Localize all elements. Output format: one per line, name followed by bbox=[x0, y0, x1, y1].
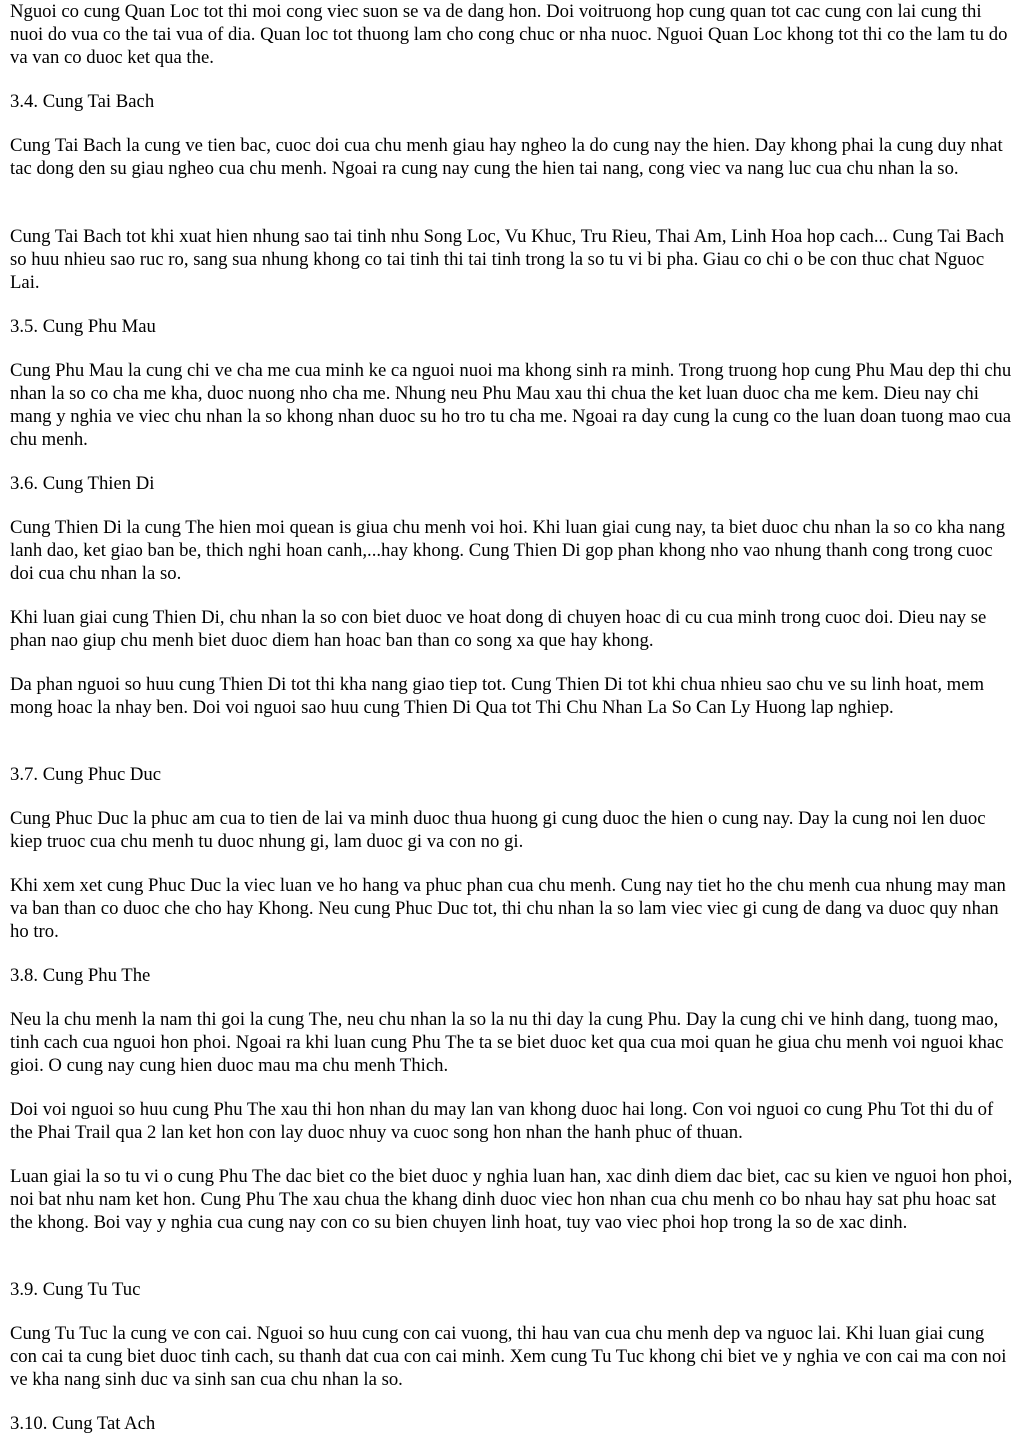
paragraph-phuc-duc-1: Cung Phuc Duc la phuc am cua to tien de lai va minh duoc thua huong gi cung duoc the hien o cung nay. Day la cung noi len duoc kiep truoc cua chu menh tu duoc nhung gi, lam duoc gi va con no gi. bbox=[10, 808, 986, 852]
paragraph-tai-bach-2: Cung Tai Bach tot khi xuat hien nhung sao tai tinh nhu Song Loc, Vu Khuc, Tru Rieu, Thai Am, Linh Hoa hop cach... Cung Tai Bach so huu nhieu sao ruc ro, sang sua nhung khong co tai tinh thi tai tinh trong la so tu vi bi pha. Giau co chi o be con thuc chat Nguoc Lai. bbox=[10, 226, 1005, 293]
heading-3-10: 3.10. Cung Tat Ach bbox=[10, 1413, 156, 1434]
paragraph-tu-tuc: Cung Tu Tuc la cung ve con cai. Nguoi so huu cung con cai vuong, thi hau van cua chu menh dep va nguoc lai. Khi luan giai cung con cai ta cung biet duoc tinh cach, su thanh dat cua con cai minh. Xem cung Tu Tuc khong chi biet ve y nghia ve con cai ma con noi ve kha nang sinh duc va sinh san cua chu nhan la so. bbox=[10, 1323, 1007, 1390]
paragraph-thien-di-3: Da phan nguoi so huu cung Thien Di tot thi kha nang giao tiep tot. Cung Thien Di tot khi chua nhieu sao chu ve su linh hoat, mem mong hoac la nhay ben. Doi voi nguoi sao huu cung Thien Di Qua tot Thi Chu Nhan La So Can Ly Huong lap nghiep. bbox=[10, 674, 985, 718]
paragraph-thien-di-1: Cung Thien Di la cung The hien moi quean is giua chu menh voi hoi. Khi luan giai cung nay, ta biet duoc chu nhan la so co kha nang lanh dao, ket giao ban be, thich nghi hoan canh,...hay khong. Cung Thien Di gop phan khong nho vao nhung thanh cong trong cuoc doi cua chu nhan la so. bbox=[10, 517, 1006, 584]
paragraph-phu-the-1: Neu la chu menh la nam thi goi la cung The, neu chu nhan la so la nu thi day la cung Phu. Day la cung chi ve hinh dang, tuong mao, tinh cach cua nguoi hon phoi. Ngoai ra khi luan cung Phu The ta se biet duoc ket qua cua moi quan he giua chu menh voi nguoi khac gioi. O cung nay cung hien duoc mau ma chu menh Thich. bbox=[10, 1009, 1004, 1076]
paragraph-phu-the-2: Doi voi nguoi so huu cung Phu The xau thi hon nhan du may lan van khong duoc hai long. Con voi nguoi co cung Phu Tot thi du of the Phai Trail qua 2 lan ket hon con lay duoc nhuy va cuoc song hon nhan the hanh phuc of thuan. bbox=[10, 1099, 994, 1143]
heading-3-5: 3.5. Cung Phu Mau bbox=[10, 316, 156, 337]
heading-3-7: 3.7. Cung Phuc Duc bbox=[10, 764, 162, 785]
paragraph-thien-di-2: Khi luan giai cung Thien Di, chu nhan la so con biet duoc ve hoat dong di chuyen hoac di cu cua minh trong cuoc doi. Dieu nay se phan nao giup chu menh biet duoc diem han hoac ban than co song xa que hay khong. bbox=[10, 607, 987, 651]
paragraph-quan-loc-intro: Nguoi co cung Quan Loc tot thi moi cong viec suon se va de dang hon. Doi voitruong hop cung quan tot cac cung con lai cung thi nuoi do vua co the tai vua of dia. Quan loc tot thuong lam cho cong chuc or nha nuoc. Nguoi Quan Loc khong tot thi co the lam tu do va van co duoc ket qua the. bbox=[10, 1, 1008, 68]
paragraph-phu-the-3: Luan giai la so tu vi o cung Phu The dac biet co the biet duoc y nghia luan han, xac dinh diem dac biet, cac su kien ve nguoi hon phoi, noi bat nhu nam ket hon. Cung Phu The xau chua the khang dinh duoc viec hon nhan cua chu menh co bo nhau hay sat phu hoac sat the khong. Boi vay y nghia cua cung nay con co su bien chuyen linh hoat, tuy vao viec phoi hop trong la so de xac dinh. bbox=[10, 1166, 1013, 1233]
heading-3-4: 3.4. Cung Tai Bach bbox=[10, 91, 155, 112]
paragraph-phu-mau: Cung Phu Mau la cung chi ve cha me cua minh ke ca nguoi nuoi ma khong sinh ra minh. Trong truong hop cung Phu Mau dep thi chu nhan la so co cha me kha, duoc nuong nho cha me. Nhung neu Phu Mau xau thi chua the ket luan duoc cha me kem. Dieu nay chi mang y nghia ve viec chu nhan la so khong nhan duoc su ho tro tu cha me. Ngoai ra day cung la cung co the luan doan tuong mao cua chu menh. bbox=[10, 360, 1012, 450]
heading-3-8: 3.8. Cung Phu The bbox=[10, 965, 151, 986]
heading-3-6: 3.6. Cung Thien Di bbox=[10, 473, 155, 494]
paragraph-phuc-duc-2: Khi xem xet cung Phuc Duc la viec luan ve ho hang va phuc phan cua chu menh. Cung nay tiet ho the chu menh cua nhung may man va ban than co duoc che cho hay Khong. Neu cung Phuc Duc tot, thi chu nhan la so lam viec viec gi cung de dang va duoc quy nhan ho tro. bbox=[10, 875, 1006, 942]
paragraph-tai-bach-1: Cung Tai Bach la cung ve tien bac, cuoc doi cua chu menh giau hay ngheo la do cung nay the hien. Day khong phai la cung duy nhat tac dong den su giau ngheo cua chu menh. Ngoai ra cung nay cung the hien tai nang, cong viec va nang luc cua chu nhan la so. bbox=[10, 135, 1003, 179]
heading-3-9: 3.9. Cung Tu Tuc bbox=[10, 1279, 141, 1300]
